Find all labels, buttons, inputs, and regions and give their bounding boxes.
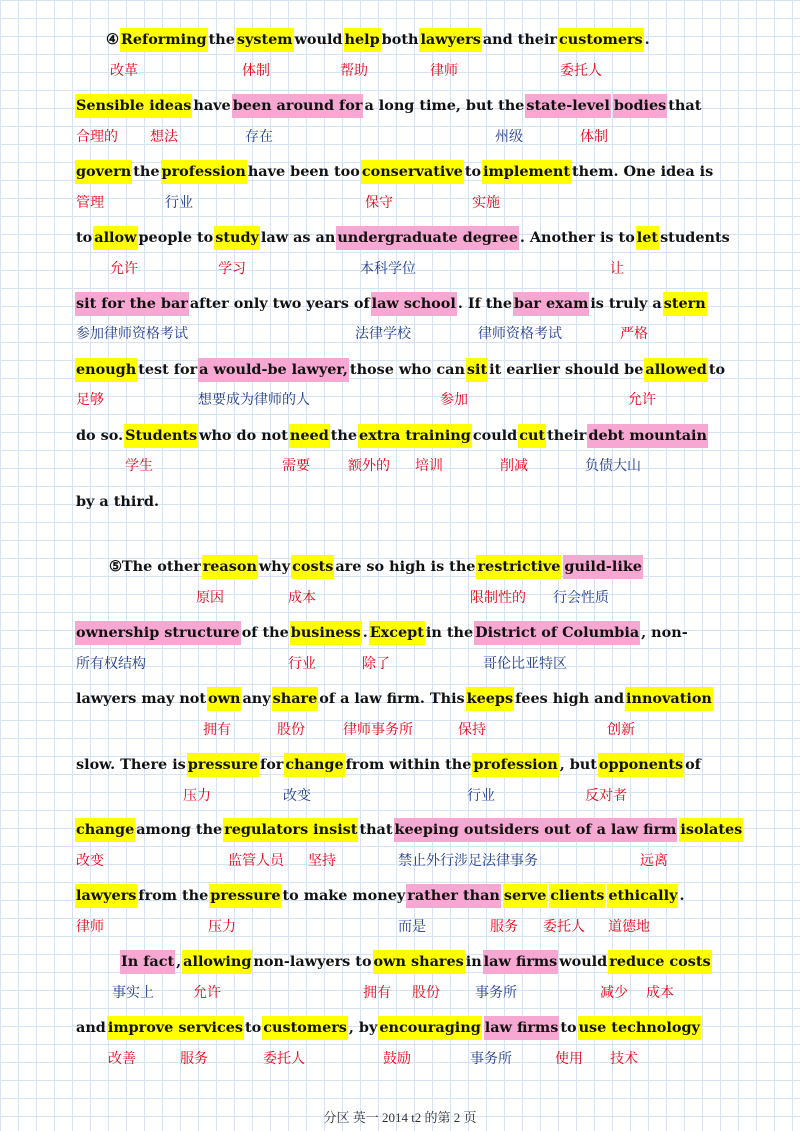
english-line <box>75 753 702 777</box>
yellow-highlight: own <box>207 687 241 711</box>
chinese-gloss: 禁止外行涉足法律事务 <box>398 853 538 869</box>
yellow-highlight: help <box>344 28 381 52</box>
yellow-highlight: clients <box>549 884 605 908</box>
plain-text: slow. There is <box>76 756 186 773</box>
chinese-gloss: 州级 <box>495 129 523 145</box>
yellow-highlight: own shares <box>373 950 465 974</box>
yellow-highlight: govern <box>75 160 132 184</box>
plain-text: would <box>559 953 608 970</box>
plain-text: non-lawyers to <box>253 953 372 970</box>
pink-highlight: undergraduate degree <box>336 226 519 250</box>
plain-text: it earlier should be <box>489 361 644 378</box>
plain-text: to <box>560 1019 577 1036</box>
chinese-gloss: 保持 <box>458 722 486 738</box>
yellow-highlight: Sensible ideas <box>75 94 192 118</box>
plain-text: in <box>465 953 482 970</box>
plain-text: test for <box>138 361 198 378</box>
chinese-gloss: 让 <box>610 261 624 277</box>
chinese-gloss: 保守 <box>365 195 393 211</box>
plain-text: students <box>660 229 730 246</box>
plain-text: to <box>245 1019 262 1036</box>
plain-text: . <box>362 624 368 641</box>
chinese-gloss: 允许 <box>628 392 656 408</box>
chinese-gloss: 合理的 <box>76 129 118 145</box>
plain-text: them. One idea is <box>571 163 714 180</box>
chinese-gloss: 想要成为律师的人 <box>198 392 310 408</box>
chinese-gloss: 限制性的 <box>470 590 526 606</box>
chinese-gloss: 严格 <box>620 326 648 342</box>
chinese-gloss: 事务所 <box>475 985 517 1001</box>
chinese-gloss: 额外的 <box>348 458 390 474</box>
plain-text: would <box>294 31 343 48</box>
yellow-highlight: reduce costs <box>608 950 711 974</box>
chinese-gloss: 股份 <box>277 722 305 738</box>
yellow-highlight: allow <box>93 226 137 250</box>
plain-text: those who can <box>349 361 465 378</box>
chinese-gloss: 成本 <box>646 985 674 1001</box>
english-line <box>75 292 707 316</box>
english-line <box>75 358 726 382</box>
yellow-highlight: encouraging <box>378 1016 481 1040</box>
plain-text: and their <box>482 31 558 48</box>
yellow-highlight: innovation <box>625 687 713 711</box>
plain-text: , <box>176 953 182 970</box>
plain-text: from within the <box>345 756 472 773</box>
yellow-highlight: stern <box>663 292 707 316</box>
pink-highlight: law school <box>371 292 457 316</box>
chinese-gloss: 而是 <box>398 919 426 935</box>
plain-text: and <box>76 1019 106 1036</box>
plain-text: the <box>133 163 160 180</box>
yellow-highlight: opponents <box>598 753 684 777</box>
pink-highlight: law firms <box>483 950 559 974</box>
plain-text: by a third. <box>76 493 159 510</box>
yellow-highlight: extra training <box>358 424 472 448</box>
chinese-gloss: 哥伦比亚特区 <box>483 656 567 672</box>
yellow-highlight: change <box>284 753 344 777</box>
yellow-highlight: Reforming <box>120 28 208 52</box>
plain-text: among the <box>136 821 223 838</box>
english-line <box>75 555 643 579</box>
plain-text: their <box>547 427 587 444</box>
chinese-gloss: 减少 <box>600 985 628 1001</box>
chinese-gloss: 拥有 <box>203 722 231 738</box>
chinese-gloss: 法律学校 <box>355 326 411 342</box>
pink-highlight: District of Columbia <box>474 621 640 645</box>
chinese-gloss: 行业 <box>467 788 495 804</box>
yellow-highlight: reason <box>202 555 258 579</box>
chinese-gloss: 远离 <box>640 853 668 869</box>
chinese-gloss: 需要 <box>282 458 310 474</box>
plain-text: , but <box>559 756 597 773</box>
chinese-gloss: 改革 <box>110 63 138 79</box>
chinese-gloss: 服务 <box>180 1051 208 1067</box>
pink-highlight: keeping outsiders out of a law firm <box>394 818 678 842</box>
chinese-gloss: 律师 <box>76 919 104 935</box>
plain-text: to <box>76 229 93 246</box>
yellow-highlight: cut <box>518 424 546 448</box>
chinese-gloss: 管理 <box>76 195 104 211</box>
plain-text: the <box>208 31 235 48</box>
yellow-highlight: profession <box>472 753 558 777</box>
yellow-highlight: allowing <box>182 950 252 974</box>
chinese-gloss: 服务 <box>490 919 518 935</box>
chinese-gloss: 培训 <box>415 458 443 474</box>
chinese-gloss: 学生 <box>125 458 153 474</box>
english-line <box>75 160 714 184</box>
chinese-gloss: 拥有 <box>363 985 391 1001</box>
plain-text: for <box>260 756 284 773</box>
pink-highlight: rather than <box>406 884 501 908</box>
chinese-gloss: 律师 <box>430 63 458 79</box>
chinese-gloss: 所有权结构 <box>76 656 146 672</box>
pink-highlight: state-level <box>525 94 610 118</box>
chinese-gloss: 坚持 <box>308 853 336 869</box>
chinese-gloss: 律师事务所 <box>343 722 413 738</box>
english-line <box>75 94 702 118</box>
chinese-gloss: 体制 <box>580 129 608 145</box>
chinese-gloss: 原因 <box>196 590 224 606</box>
plain-text: why <box>258 558 291 575</box>
plain-text: could <box>472 427 518 444</box>
yellow-highlight: serve <box>503 884 547 908</box>
plain-text: fees high and <box>515 690 625 707</box>
plain-text: have <box>193 97 231 114</box>
pink-highlight: guild-like <box>563 555 643 579</box>
plain-text: from the <box>138 887 209 904</box>
yellow-highlight: restrictive <box>476 555 561 579</box>
yellow-highlight: regulators insist <box>223 818 358 842</box>
pink-highlight: ownership structure <box>75 621 241 645</box>
chinese-gloss: 体制 <box>242 63 270 79</box>
yellow-highlight: ethically <box>607 884 678 908</box>
plain-text: in the <box>425 624 474 641</box>
yellow-highlight: Except <box>369 621 425 645</box>
chinese-gloss: 鼓励 <box>383 1051 411 1067</box>
chinese-gloss: 事务所 <box>470 1051 512 1067</box>
chinese-gloss: 实施 <box>472 195 500 211</box>
plain-text: to <box>708 361 726 378</box>
chinese-gloss: 事实上 <box>112 985 154 1001</box>
chinese-gloss: 成本 <box>288 590 316 606</box>
plain-text: of a law firm. This <box>319 690 465 707</box>
plain-text: that <box>359 821 393 838</box>
chinese-gloss: 学习 <box>218 261 246 277</box>
yellow-highlight: customers <box>558 28 644 52</box>
chinese-gloss: 压力 <box>208 919 236 935</box>
yellow-highlight: need <box>289 424 330 448</box>
plain-text: to make money <box>282 887 406 904</box>
chinese-gloss: 足够 <box>76 392 104 408</box>
english-line <box>75 226 731 250</box>
english-line <box>75 28 651 52</box>
chinese-gloss: 负债大山 <box>585 458 641 474</box>
yellow-highlight: use technology <box>578 1016 701 1040</box>
plain-text: both <box>381 31 419 48</box>
chinese-gloss: 委托人 <box>560 63 602 79</box>
plain-text: lawyers may not <box>76 690 207 707</box>
yellow-highlight: improve services <box>107 1016 244 1040</box>
yellow-highlight: conservative <box>361 160 464 184</box>
pink-highlight: bar exam <box>513 292 589 316</box>
chinese-gloss: 改善 <box>108 1051 136 1067</box>
chinese-gloss: 行业 <box>165 195 193 211</box>
chinese-gloss: 想法 <box>150 129 178 145</box>
pink-highlight: debt mountain <box>587 424 708 448</box>
english-line <box>75 424 708 448</box>
plain-text: a long time, but the <box>364 97 525 114</box>
english-line <box>75 621 689 645</box>
chinese-gloss: 改变 <box>76 853 104 869</box>
pink-highlight: been around for <box>232 94 364 118</box>
yellow-highlight: share <box>272 687 319 711</box>
pink-highlight: bodies <box>613 94 667 118</box>
plain-text: of <box>685 756 701 773</box>
plain-text: ⑤The other <box>109 558 201 575</box>
plain-text: of the <box>241 624 289 641</box>
yellow-highlight: allowed <box>644 358 707 382</box>
yellow-highlight: study <box>214 226 260 250</box>
yellow-highlight: isolates <box>679 818 743 842</box>
chinese-gloss: 压力 <box>183 788 211 804</box>
chinese-gloss: 委托人 <box>543 919 585 935</box>
chinese-gloss: 参加律师资格考试 <box>76 326 188 342</box>
plain-text: . <box>644 31 650 48</box>
plain-text: who do not <box>199 427 288 444</box>
plain-text: any <box>242 690 271 707</box>
yellow-highlight: customers <box>262 1016 348 1040</box>
yellow-highlight: enough <box>75 358 137 382</box>
chinese-gloss: 存在 <box>245 129 273 145</box>
yellow-highlight: lawyers <box>75 884 137 908</box>
english-line <box>75 687 713 711</box>
chinese-gloss: 允许 <box>110 261 138 277</box>
plain-text: , by <box>348 1019 378 1036</box>
chinese-gloss: 行业 <box>288 656 316 672</box>
chinese-gloss: 允许 <box>193 985 221 1001</box>
chinese-gloss: 道德地 <box>608 919 650 935</box>
chinese-gloss: 本科学位 <box>360 261 416 277</box>
pink-highlight: In fact <box>120 950 175 974</box>
english-line <box>75 884 685 908</box>
english-line <box>75 950 712 974</box>
pink-highlight: law firms <box>484 1016 560 1040</box>
chinese-gloss: 行会性质 <box>553 590 609 606</box>
chinese-gloss: 除了 <box>362 656 390 672</box>
chinese-gloss: 反对者 <box>585 788 627 804</box>
plain-text: ④ <box>106 31 119 48</box>
chinese-gloss: 技术 <box>610 1051 638 1067</box>
plain-text: that <box>668 97 702 114</box>
chinese-gloss: 改变 <box>283 788 311 804</box>
plain-text: . If the <box>457 295 513 312</box>
chinese-gloss: 律师资格考试 <box>478 326 562 342</box>
chinese-gloss: 帮助 <box>340 63 368 79</box>
plain-text: people to <box>138 229 214 246</box>
plain-text: have been too <box>247 163 360 180</box>
yellow-highlight: change <box>75 818 135 842</box>
yellow-highlight: Students <box>124 424 198 448</box>
plain-text: is truly a <box>590 295 662 312</box>
chinese-gloss: 削减 <box>500 458 528 474</box>
yellow-highlight: lawyers <box>419 28 481 52</box>
yellow-highlight: let <box>636 226 659 250</box>
chinese-gloss: 参加 <box>440 392 468 408</box>
yellow-highlight: business <box>290 621 362 645</box>
yellow-highlight: implement <box>482 160 571 184</box>
yellow-highlight: keeps <box>466 687 514 711</box>
chinese-gloss: 监管人员 <box>228 853 284 869</box>
page-footer: 分区 英一 2014 t2 的第 2 页 <box>323 1110 477 1125</box>
english-line <box>75 490 160 514</box>
plain-text: , non- <box>641 624 688 641</box>
pink-highlight: a would-be lawyer, <box>198 358 349 382</box>
yellow-highlight: profession <box>161 160 247 184</box>
chinese-gloss: 委托人 <box>263 1051 305 1067</box>
plain-text: do so. <box>76 427 124 444</box>
yellow-highlight: pressure <box>187 753 259 777</box>
english-line <box>75 818 743 842</box>
plain-text: after only two years of <box>189 295 370 312</box>
plain-text: law as an <box>260 229 336 246</box>
chinese-gloss: 创新 <box>607 722 635 738</box>
pink-highlight: sit for the bar <box>75 292 189 316</box>
plain-text: . Another is to <box>519 229 635 246</box>
yellow-highlight: sit <box>466 358 488 382</box>
plain-text: the <box>330 427 358 444</box>
chinese-gloss: 使用 <box>555 1051 583 1067</box>
plain-text: . <box>679 887 685 904</box>
plain-text: to <box>464 163 482 180</box>
plain-text: are so high is the <box>335 558 476 575</box>
yellow-highlight: system <box>236 28 294 52</box>
yellow-highlight: costs <box>291 555 334 579</box>
english-line <box>75 1016 701 1040</box>
yellow-highlight: pressure <box>209 884 281 908</box>
chinese-gloss: 股份 <box>412 985 440 1001</box>
